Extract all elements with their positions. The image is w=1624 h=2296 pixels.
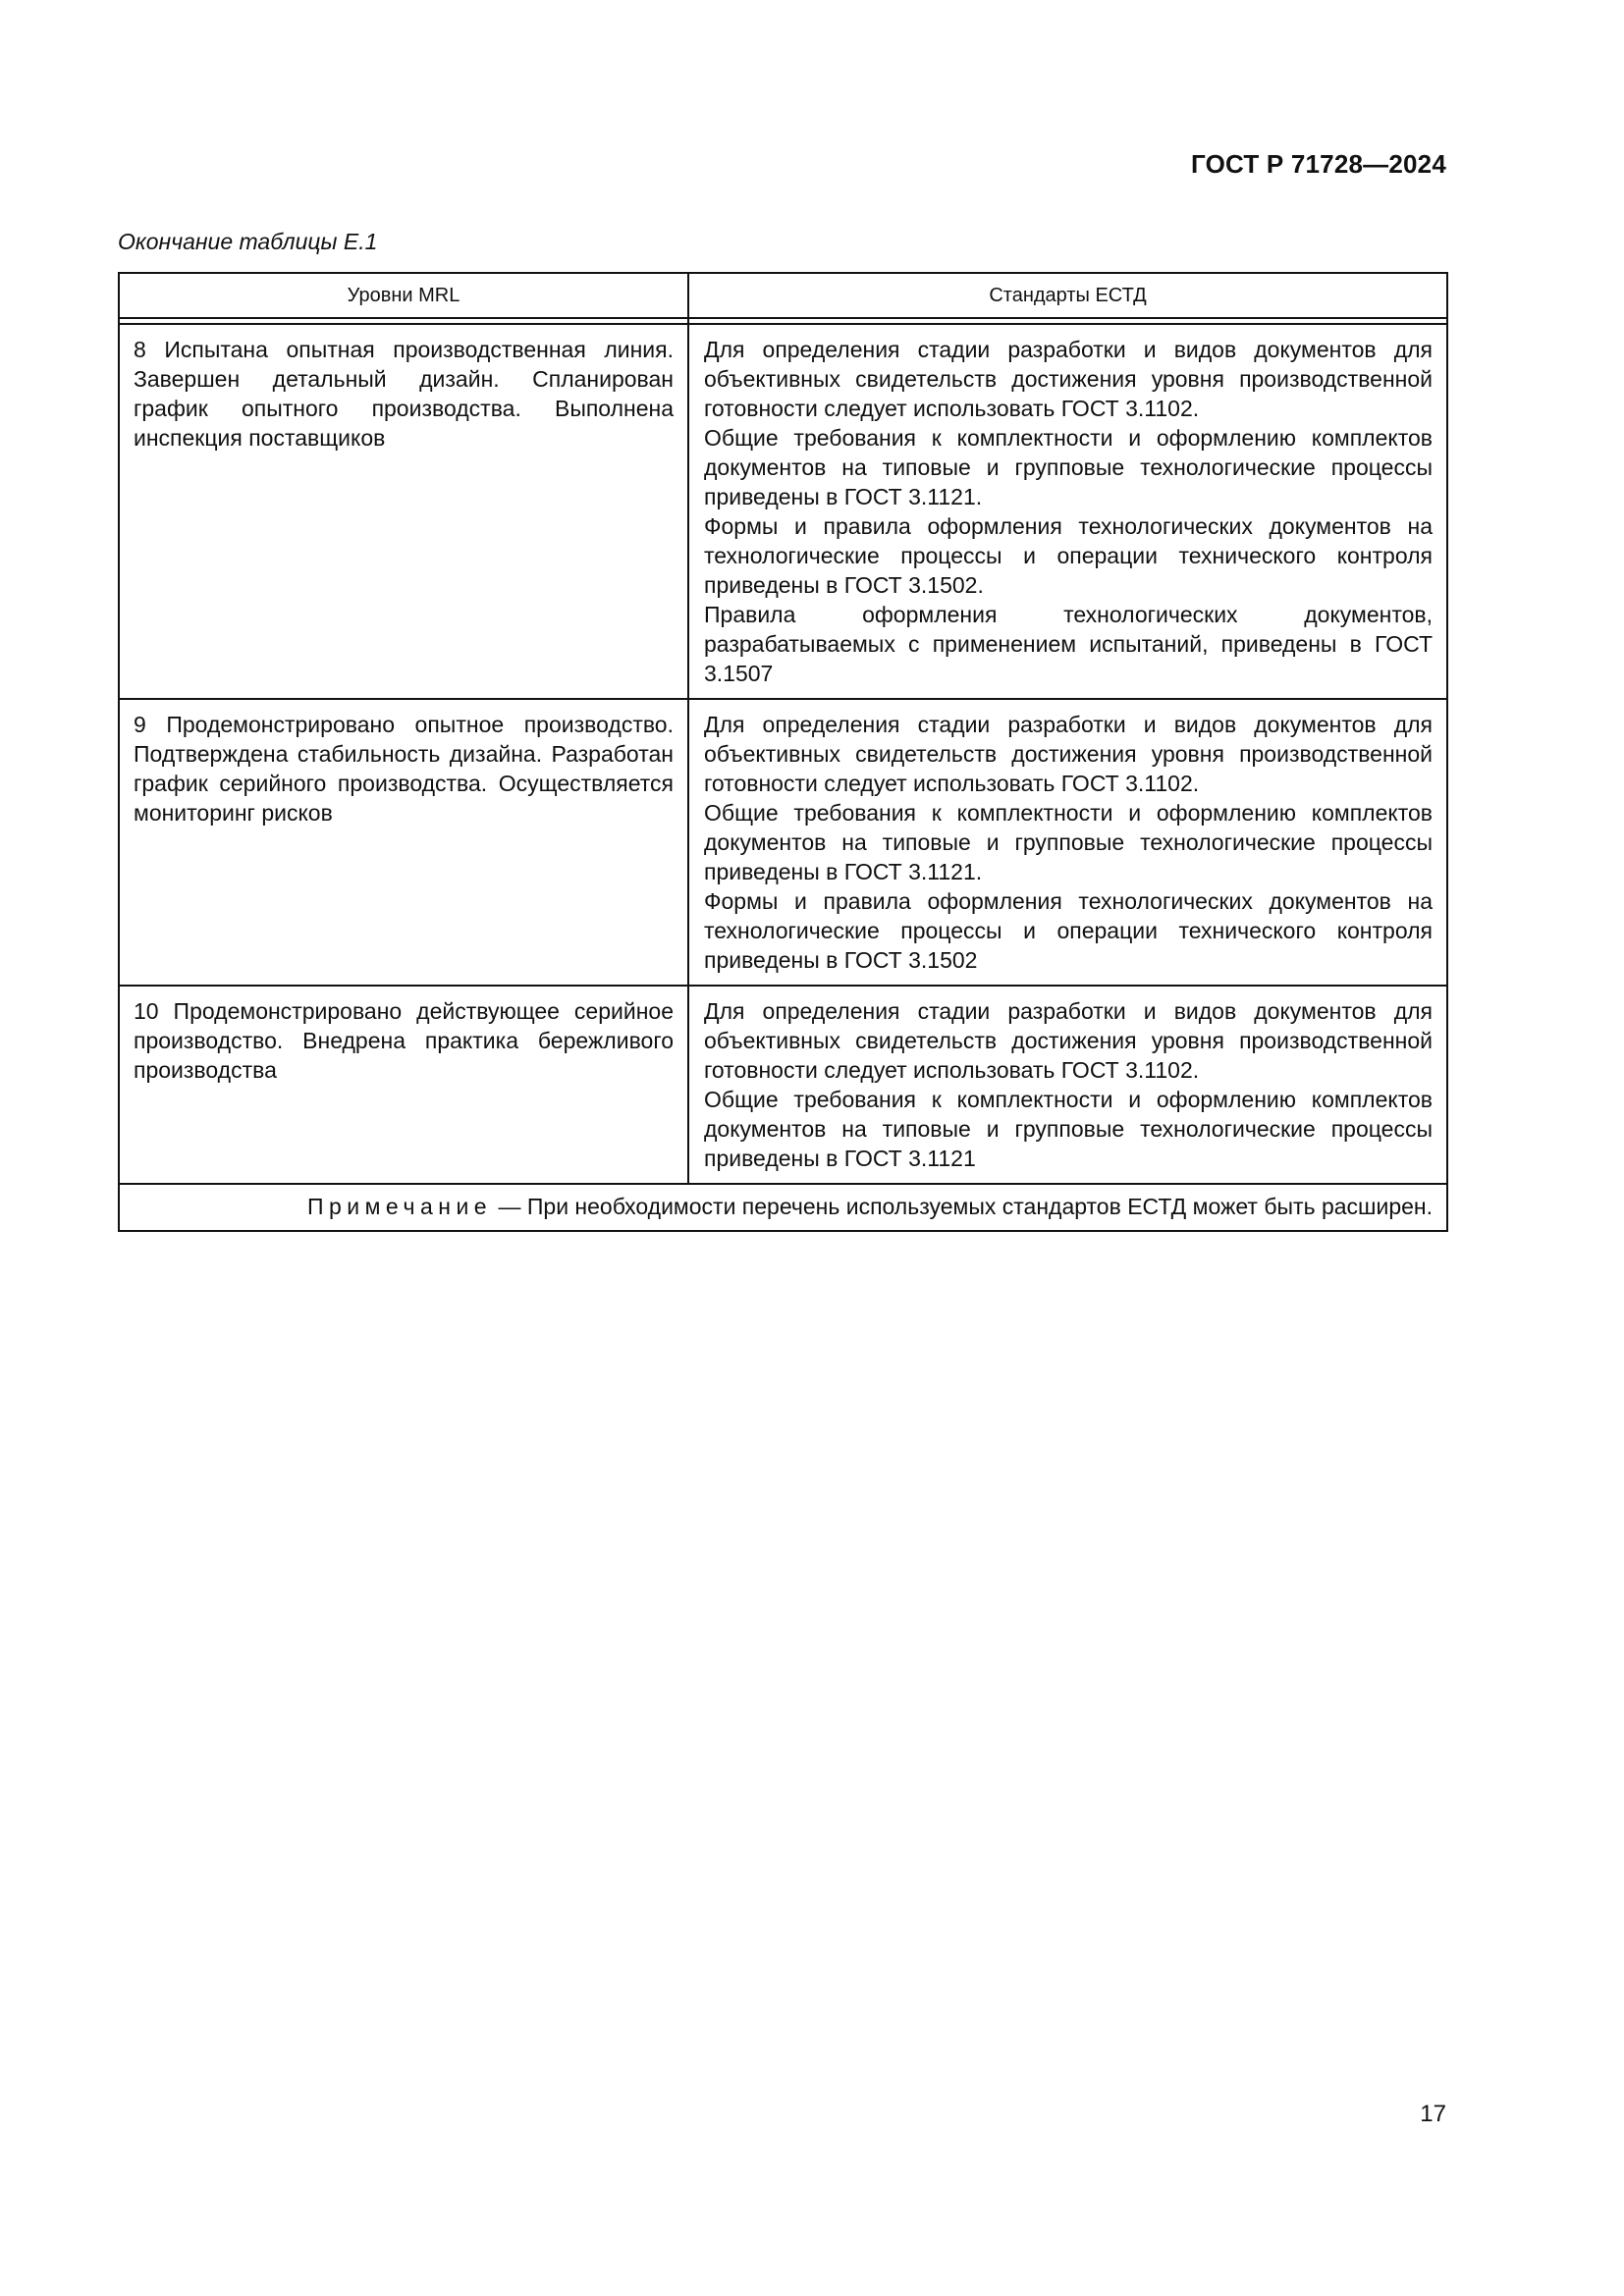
document-code: ГОСТ Р 71728—2024	[1191, 149, 1446, 179]
mrl-level-cell: 8 Испытана опытная производственная линия. Завершен детальный дизайн. Спланирован график опытного производства. Выполнена инспекция поставщиков	[119, 324, 688, 699]
column-header-levels: Уровни MRL	[119, 273, 688, 318]
standards-paragraph: Правила оформления технологических документов, разрабатываемых с применением испытаний, приведены в ГОСТ 3.1507	[704, 602, 1433, 686]
page-number: 17	[1420, 2101, 1446, 2127]
standards-cell	[688, 986, 1447, 1184]
standards-paragraph: Общие требования к комплектности и оформлению комплектов документов на типовые и групповые технологические процессы приведены в ГОСТ 3.1121	[704, 1087, 1433, 1171]
standards-paragraph: Для определения стадии разработки и видов документов для объективных свидетельств достижения уровня производственной готовности следует использовать ГОСТ 3.1102.	[704, 337, 1433, 421]
standards-paragraph: Формы и правила оформления технологических документов на технологические процессы и операции технического контроля приведены в ГОСТ 3.1502	[704, 888, 1433, 973]
table-caption: Окончание таблицы Е.1	[118, 229, 378, 254]
table-header-row	[119, 273, 1447, 318]
column-header-standards: Стандарты ЕСТД	[688, 273, 1447, 318]
standards-paragraph: Общие требования к комплектности и оформлению комплектов документов на типовые и групповые технологические процессы приведены в ГОСТ 3.1121.	[704, 425, 1433, 509]
standards-paragraph: Для определения стадии разработки и видов документов для объективных свидетельств достижения уровня производственной готовности следует использовать ГОСТ 3.1102.	[704, 998, 1433, 1083]
note-text: — При необходимости перечень используемых стандартов ЕСТД может быть расширен.	[492, 1194, 1433, 1219]
standards-paragraph: Для определения стадии разработки и видов документов для объективных свидетельств достижения уровня производственной готовности следует использовать ГОСТ 3.1102.	[704, 712, 1433, 796]
standards-cell	[688, 699, 1447, 986]
standards-paragraph: Общие требования к комплектности и оформлению комплектов документов на типовые и групповые технологические процессы приведены в ГОСТ 3.1121.	[704, 800, 1433, 884]
standards-paragraph: Формы и правила оформления технологических документов на технологические процессы и операции технического контроля приведены в ГОСТ 3.1502.	[704, 513, 1433, 598]
table-note	[119, 1184, 1447, 1231]
table-row	[119, 986, 1447, 1184]
table-row	[119, 699, 1447, 986]
standards-cell	[688, 324, 1447, 699]
mrl-standards-table	[118, 272, 1448, 1232]
table-row	[119, 324, 1447, 699]
note-label: Примечание	[306, 1194, 493, 1219]
mrl-level-cell: 10 Продемонстрировано действующее серийное производство. Внедрена практика бережливого производства	[119, 986, 688, 1184]
mrl-level-cell: 9 Продемонстрировано опытное производство. Подтверждена стабильность дизайна. Разработан график серийного производства. Осуществляется мониторинг рисков	[119, 699, 688, 986]
table-note-row	[119, 1184, 1447, 1231]
